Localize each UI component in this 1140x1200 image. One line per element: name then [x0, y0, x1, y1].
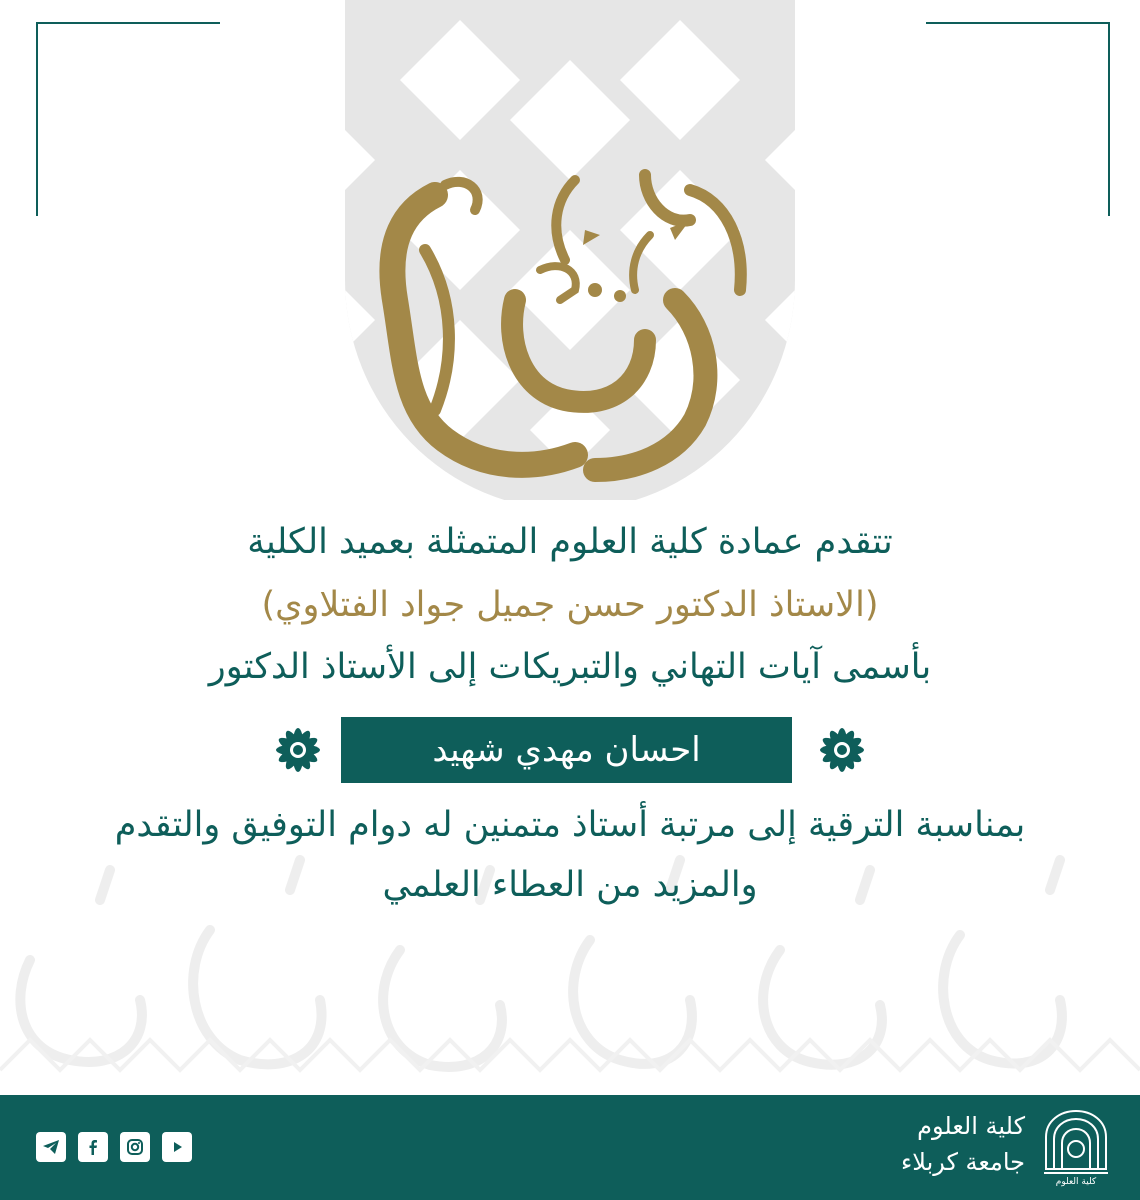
college-logo-icon: [1040, 1107, 1112, 1187]
instagram-link[interactable]: [120, 1132, 150, 1162]
university-name: جامعة كربلاء: [900, 1148, 1025, 1176]
message-line-1: تتقدم عمادة كلية العلوم المتمثلة بعميد الكلية: [247, 522, 893, 562]
message-line-4: بمناسبة الترقية إلى مرتبة أستاذ متمنين له دوام التوفيق والتقدم: [114, 805, 1026, 845]
hero-calligraphy-emblem: [345, 0, 795, 500]
flower-ornament-icon: [815, 723, 869, 777]
instagram-icon: [126, 1138, 144, 1156]
college-name: كلية العلوم: [917, 1112, 1025, 1140]
dean-name-line: (الاستاذ الدكتور حسن جميل جواد الفتلاوي): [261, 585, 879, 625]
telegram-link[interactable]: [36, 1132, 66, 1162]
message-line-5: والمزيد من العطاء العلمي: [382, 865, 758, 905]
frame-corner-top-left: [36, 22, 220, 216]
message-line-3: بأسمى آيات التهاني والتبريكات إلى الأستاذ الدكتور: [208, 647, 932, 687]
footer-bar: [0, 1095, 1140, 1200]
youtube-icon: [168, 1138, 186, 1156]
facebook-icon: [84, 1138, 102, 1156]
youtube-link[interactable]: [162, 1132, 192, 1162]
facebook-link[interactable]: [78, 1132, 108, 1162]
telegram-icon: [42, 1138, 60, 1156]
geometric-lattice-icon: [345, 0, 795, 500]
flower-ornament-icon: [271, 723, 325, 777]
college-brand: [901, 1109, 1025, 1181]
social-links: [36, 1132, 192, 1162]
frame-corner-top-right: [926, 22, 1110, 216]
honoree-row: [0, 717, 1140, 783]
honoree-name: احسان مهدي شهيد: [341, 717, 792, 783]
logo-caption: كلية العلوم: [1055, 1177, 1097, 1187]
